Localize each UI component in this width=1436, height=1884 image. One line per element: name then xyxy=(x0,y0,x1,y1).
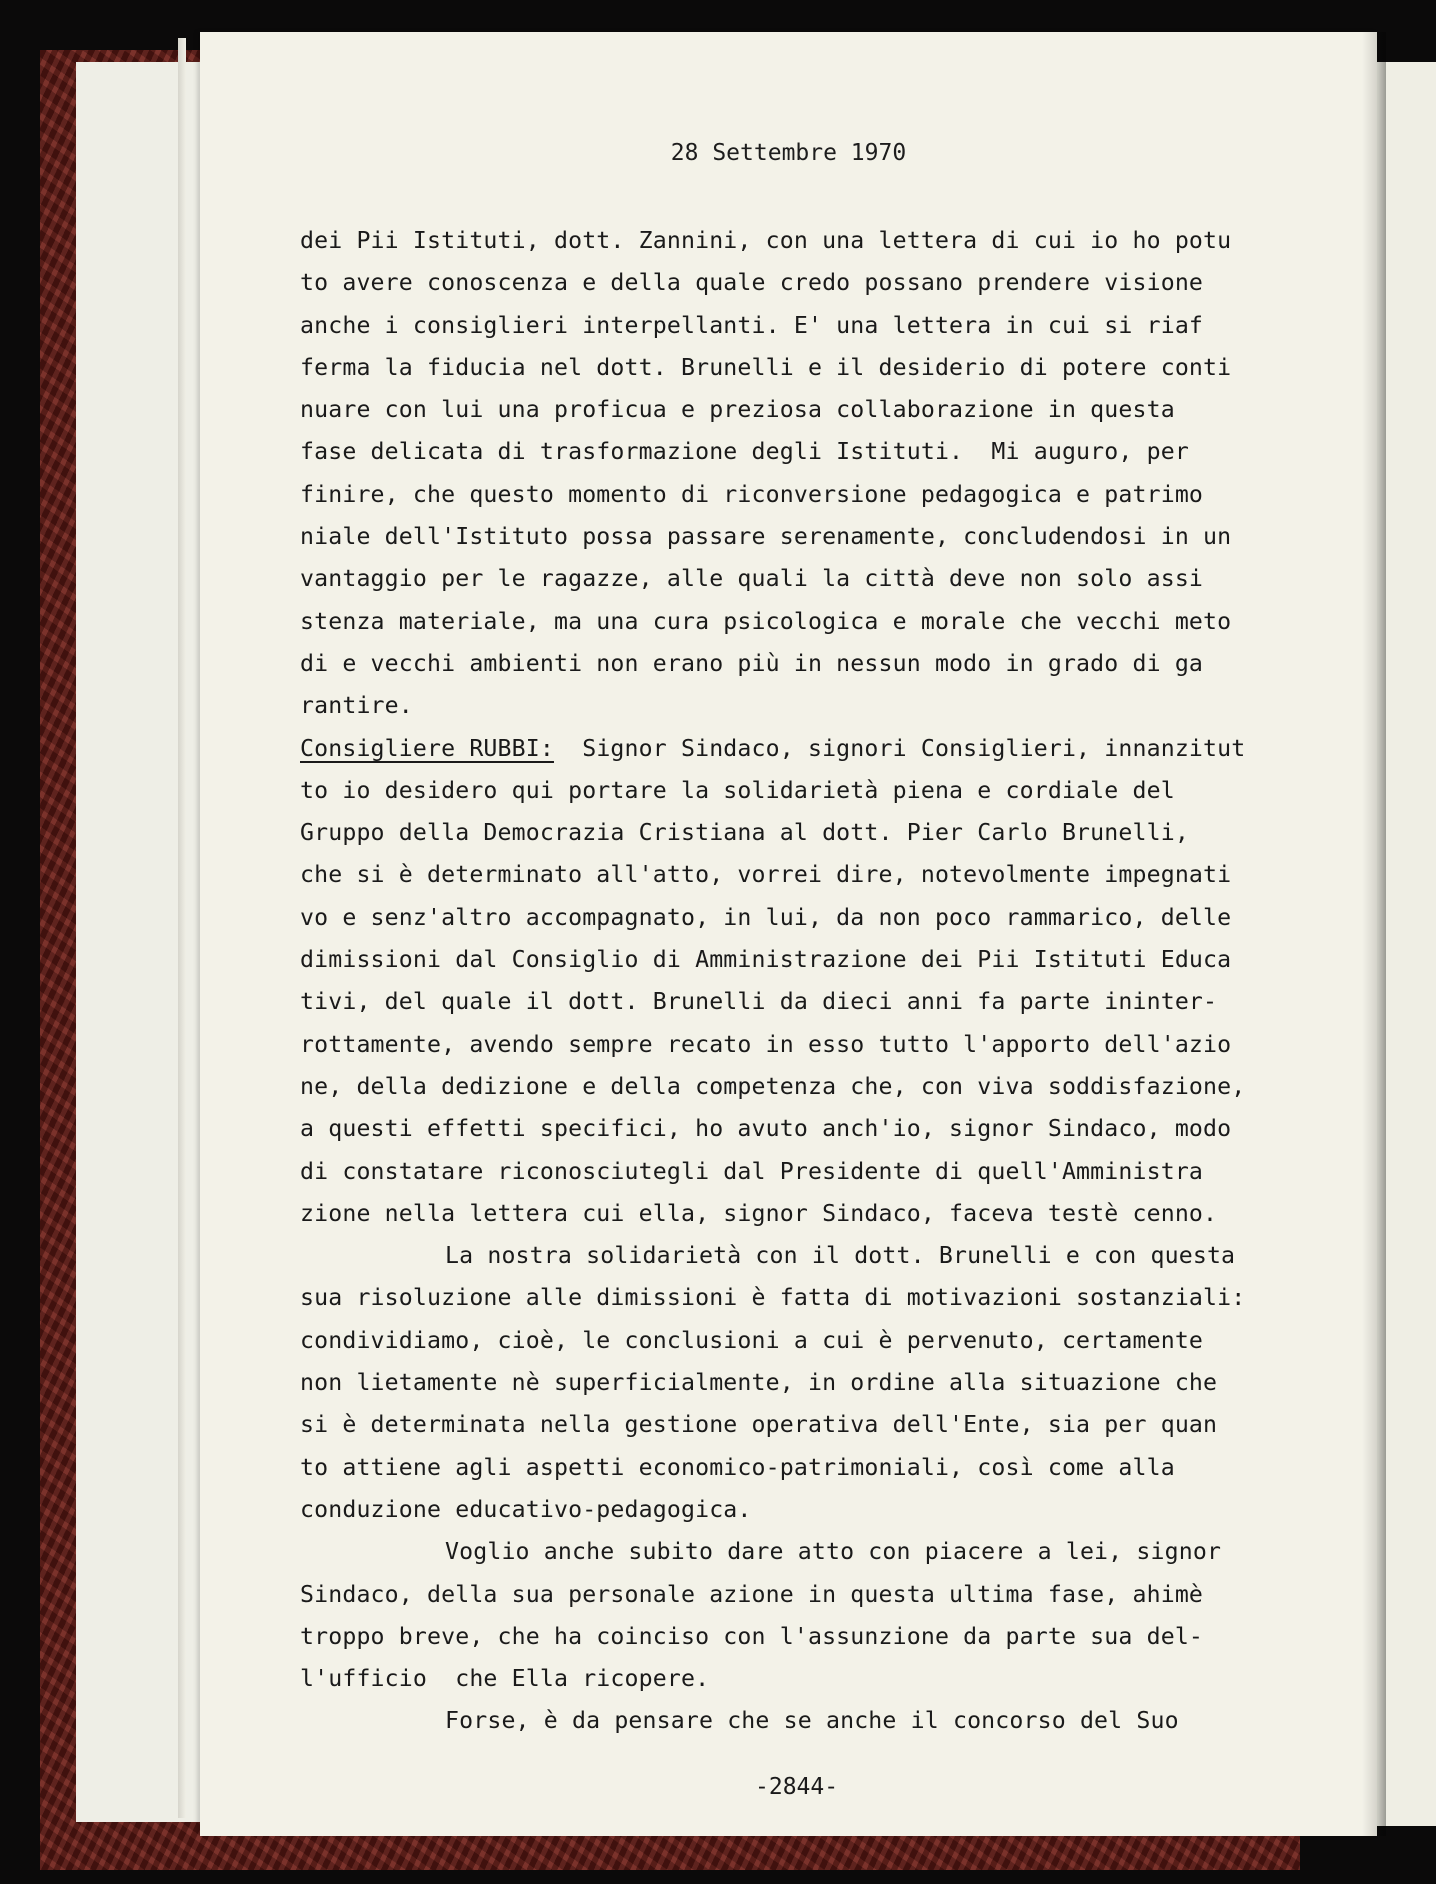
text-line: vo e senz'altro accompagnato, in lui, da non poco rammarico, delle xyxy=(300,903,1232,931)
text-line: che si è determinato all'atto, vorrei dire, notevolmente impegnati xyxy=(300,861,1232,889)
text-line: to attiene agli aspetti economico-patrimoniali, così come alla xyxy=(300,1453,1175,1481)
page-number: -2844- xyxy=(755,1774,839,1800)
page-stack-edge xyxy=(178,38,186,1818)
text-line: fase delicata di trasformazione degli Istituti. Mi auguro, per xyxy=(300,438,1189,466)
speaker-label: Consigliere RUBBI: xyxy=(300,734,554,762)
text-line: di e vecchi ambienti non erano più in nessun modo in grado di ga xyxy=(300,649,1204,677)
text-line: sua risoluzione alle dimissioni è fatta di motivazioni sostanziali: xyxy=(300,1284,1246,1312)
paragraph-start-line: Voglio anche subito dare atto con piacere a lei, signor xyxy=(445,1538,1222,1566)
text-line: dei Pii Istituti, dott. Zannini, con una lettera di cui io ho potu xyxy=(300,227,1232,254)
text-line: stenza materiale, ma una cura psicologica e morale che vecchi meto xyxy=(300,607,1232,635)
text-line: ne, della dedizione e della competenza che, con viva soddisfazione, xyxy=(300,1072,1246,1100)
text-line: niale dell'Istituto possa passare serenamente, concludendosi in un xyxy=(300,523,1232,551)
spine-shadow xyxy=(1362,32,1386,1836)
text-line: conduzione educativo-pedagogica. xyxy=(300,1495,752,1523)
text-line: tivi, del quale il dott. Brunelli da dieci anni fa parte ininter- xyxy=(300,988,1218,1016)
text-line: l'ufficio che Ella ricopere. xyxy=(300,1665,710,1693)
text-line: condividiamo, cioè, le conclusioni a cui è pervenuto, certamente xyxy=(300,1326,1204,1354)
body-text xyxy=(300,220,1280,1743)
text-line: Sindaco, della sua personale azione in questa ultima fase, ahimè xyxy=(300,1580,1204,1608)
text-line: dimissioni dal Consiglio di Amministrazione dei Pii Istituti Educa xyxy=(300,946,1232,974)
text-line: Gruppo della Democrazia Cristiana al dott. Pier Carlo Brunelli, xyxy=(300,819,1189,847)
text-line: non lietamente nè superficialmente, in ordine alla situazione che xyxy=(300,1369,1218,1397)
text-line: ferma la fiducia nel dott. Brunelli e il desiderio di potere conti xyxy=(300,353,1232,381)
text-line: di constatare riconosciutegli dal Presidente di quell'Amministra xyxy=(300,1157,1204,1185)
text-line: zione nella lettera cui ella, signor Sindaco, faceva testè cenno. xyxy=(300,1199,1218,1227)
text-line: a questi effetti specifici, ho avuto anch'io, signor Sindaco, modo xyxy=(300,1115,1232,1143)
page-header-date: 28 Settembre 1970 xyxy=(670,140,907,166)
paragraph-start-line: La nostra solidarietà con il dott. Brunelli e con questa xyxy=(445,1242,1236,1270)
text-line: troppo breve, che ha coinciso con l'assunzione da parte sua del- xyxy=(300,1622,1204,1650)
text-line: vantaggio per le ragazze, alle quali la città deve non solo assi xyxy=(300,565,1204,593)
speaker-first-line: Signor Sindaco, signori Consiglieri, innanzitut xyxy=(553,734,1246,762)
text-line: to avere conoscenza e della quale credo possano prendere visione xyxy=(300,269,1204,297)
text-line: si è determinata nella gestione operativa dell'Ente, sia per quan xyxy=(300,1411,1218,1439)
text-line: anche i consiglieri interpellanti. E' una lettera in cui si riaf xyxy=(300,311,1204,339)
paragraph-start-line: Forse, è da pensare che se anche il concorso del Suo xyxy=(445,1707,1179,1735)
text-line: nuare con lui una proficua e preziosa collaborazione in questa xyxy=(300,396,1175,424)
text-line: to io desidero qui portare la solidarietà piena e cordiale del xyxy=(300,776,1175,804)
text-line: finire, che questo momento di riconversione pedagogica e patrimo xyxy=(300,480,1204,508)
back-page-edge xyxy=(76,62,216,1822)
speaker-line xyxy=(300,728,1280,770)
text-line: rottamente, avendo sempre recato in esso tutto l'apporto dell'azio xyxy=(300,1030,1232,1058)
text-line: rantire. xyxy=(300,692,413,720)
